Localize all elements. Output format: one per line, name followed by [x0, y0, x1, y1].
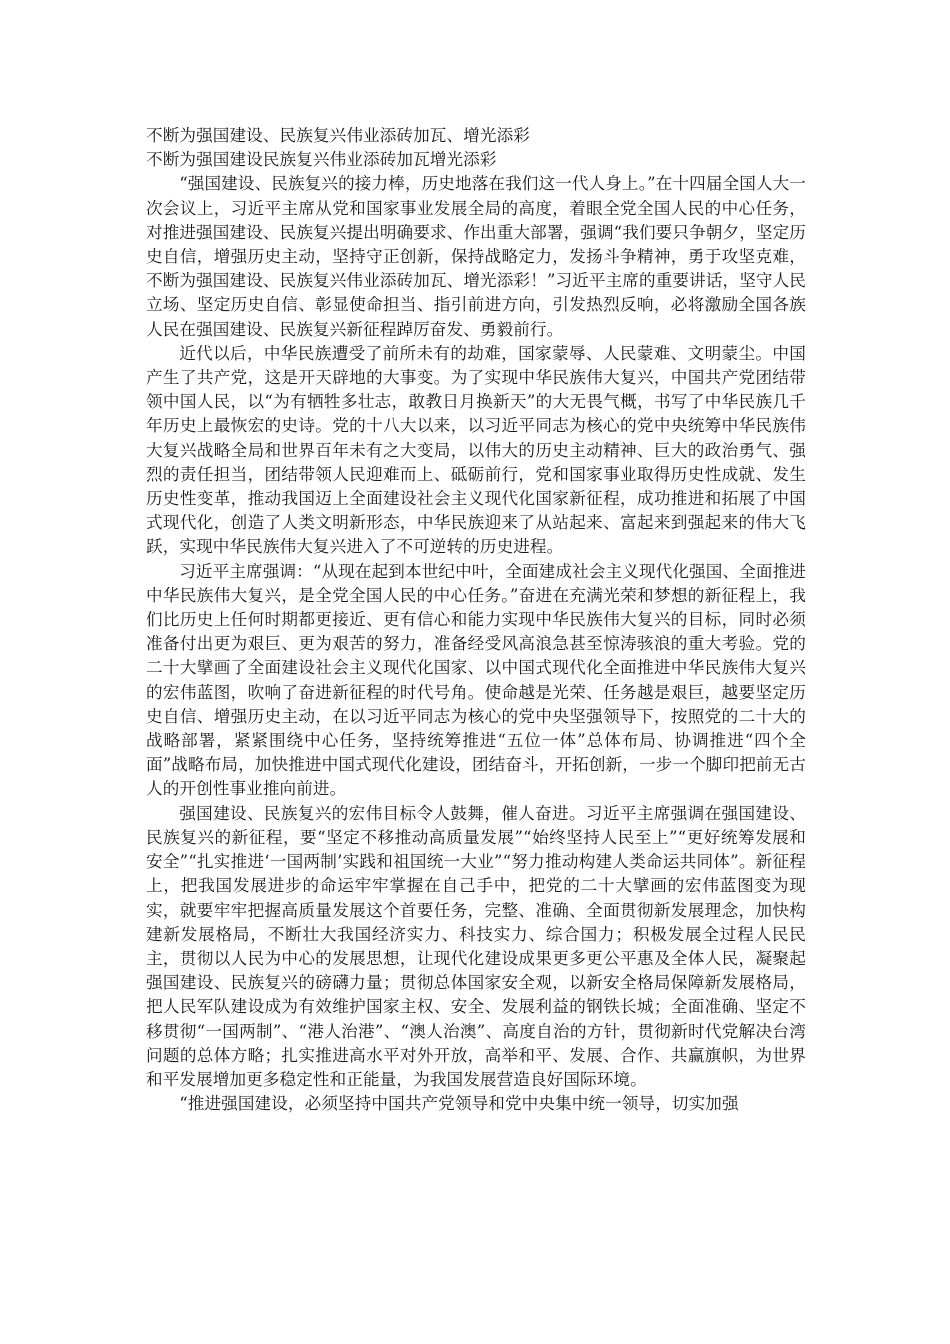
- document-page: [146, 124, 806, 1116]
- paragraph-1: “强国建设、民族复兴的接力棒，历史地落在我们这一代人身上。”在十四届全国人大一次会议上，习近平主席从党和国家事业发展全局的高度，着眼全党全国人民的中心任务，对推进强国建设、民族复兴提出明确要求、作出重大部署，强调“我们要只争朝夕，坚定历史自信，增强历史主动，坚持守正创新，保持战略定力，发扬斗争精神，勇于攻坚克难，不断为强国建设、民族复兴伟业添砖加瓦、增光添彩！”习近平主席的重要讲话，坚守人民立场、坚定历史自信、彰显使命担当、指引前进方向，引发热烈反响，必将激励全国各族人民在强国建设、民族复兴新征程踔厉奋发、勇毅前行。: [146, 174, 806, 339]
- paragraph-3: 习近平主席强调：“从现在起到本世纪中叶，全面建成社会主义现代化强国、全面推进中华民族伟大复兴，是全党全国人民的中心任务。”奋进在充满光荣和梦想的新征程上，我们比历史上任何时期都更接近、更有信心和能力实现中华民族伟大复兴的目标，同时必须准备付出更为艰巨、更为艰苦的努力，准备经受风高浪急甚至惊涛骇浪的重大考验。党的二十大擘画了全面建设社会主义现代化国家、以中国式现代化全面推进中华民族伟大复兴的宏伟蓝图，吹响了奋进新征程的时代号角。使命越是光荣、任务越是艰巨，越要坚定历史自信、增强历史主动，在以习近平同志为核心的党中央坚强领导下，按照党的二十大的战略部署，紧紧围绕中心任务，坚持统筹推进“五位一体”总体布局、协调推进“四个全面”战略布局，加快推进中国式现代化建设，团结奋斗，开拓创新，一步一个脚印把前无古人的开创性事业推向前进。: [146, 561, 806, 799]
- paragraph-5: “推进强国建设，必须坚持中国共产党领导和党中央集中统一领导，切实加强: [179, 1094, 739, 1114]
- paragraph-4: 强国建设、民族复兴的宏伟目标令人鼓舞，催人奋进。习近平主席强调在强国建设、民族复兴的新征程，要“坚定不移推动高质量发展”“始终坚持人民至上”“更好统筹发展和安全”“扎实推进‘一国两制’实践和祖国统一大业”“努力推动构建人类命运共同体”。新征程上，把我国发展进步的命运牢牢掌握在自己手中，把党的二十大擘画的宏伟蓝图变为现实，就要牢牢把握高质量发展这个首要任务，完整、准确、全面贯彻新发展理念，加快构建新发展格局，不断壮大我国经济实力、科技实力、综合国力；积极发展全过程人民民主，贯彻以人民为中心的发展思想，让现代化建设成果更多更公平惠及全体人民，凝聚起强国建设、民族复兴的磅礴力量；贯彻总体国家安全观，以新安全格局保障新发展格局，把人民军队建设成为有效维护国家主权、安全、发展利益的钢铁长城；全面准确、坚定不移贯彻“一国两制”、“港人治港”、“澳人治澳”、高度自治的方针，贯彻新时代党解决台湾问题的总体方略；扎实推进高水平对外开放，高举和平、发展、合作、共赢旗帜，为世界和平发展增加更多稳定性和正能量，为我国发展营造良好国际环境。: [146, 803, 806, 1089]
- paragraph-2: 近代以后，中华民族遭受了前所未有的劫难，国家蒙辱、人民蒙难、文明蒙尘。中国产生了共产党，这是开天辟地的大事变。为了实现中华民族伟大复兴，中国共产党团结带领中国人民，以“为有牺牲多壮志，敢教日月换新天”的大无畏气概，书写了中华民族几千年历史上最恢宏的史诗。党的十八大以来，以习近平同志为核心的党中央统筹中华民族伟大复兴战略全局和世界百年未有之大变局，以伟大的历史主动精神、巨大的政治勇气、强烈的责任担当，团结带领人民迎难而上、砥砺前行，党和国家事业取得历史性成就、发生历史性变革，推动我国迈上全面建设社会主义现代化国家新征程，成功推进和拓展了中国式现代化，创造了人类文明新形态，中华民族迎来了从站起来、富起来到强起来的伟大飞跃，实现中华民族伟大复兴进入了不可逆转的历史进程。: [146, 343, 806, 557]
- document-title: 不断为强国建设、民族复兴伟业添砖加瓦、增光添彩: [146, 126, 530, 145]
- document-subtitle: 不断为强国建设民族复兴伟业添砖加瓦增光添彩: [146, 150, 497, 170]
